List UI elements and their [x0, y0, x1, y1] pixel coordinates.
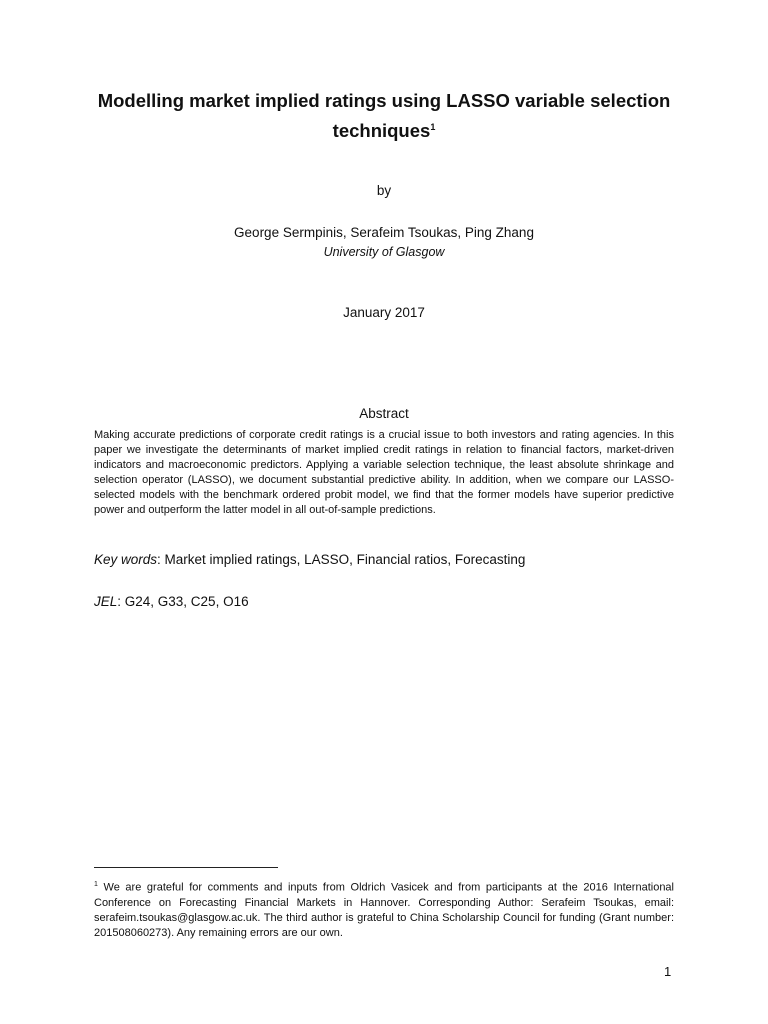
keywords-label: Key words — [94, 552, 158, 567]
title-text: Modelling market implied ratings using LASSO variable selection techniques — [97, 90, 671, 142]
footnote — [94, 877, 674, 941]
authors: George Sermpinis, Serafeim Tsoukas, Ping Zhang — [234, 225, 534, 240]
keywords — [94, 552, 525, 567]
title-footnote-marker: 1 — [430, 122, 436, 132]
affiliation: University of Glasgow — [323, 245, 445, 259]
abstract-text: Making accurate predictions of corporate credit ratings is a crucial issue to both investors and rating agencies. In this paper we investigate the determinants of market implied credit ratings in relation to financial factors, market-driven indicators and macroeconomic predictors. Applying a variable selection technique, the least absolute shrinkage and selection operator (LASSO), we document substantial predictive ability. In addition, when we compare our LASSO-selected models with the benchmark ordered probit model, we find that the former models have superior predictive power and outperform the latter model in all out-of-sample predictions. — [94, 429, 674, 516]
footnote-marker: 1 — [94, 881, 98, 888]
keywords-value: : Market implied ratings, LASSO, Financial ratios, Forecasting — [157, 552, 526, 567]
jel-value: : G24, G33, C25, O16 — [117, 594, 249, 609]
publication-date: January 2017 — [343, 305, 425, 320]
footnote-divider — [94, 867, 278, 868]
by-line: by — [376, 183, 392, 198]
footnote-text: We are grateful for comments and inputs from Oldrich Vasicek and from participants at the 2016 International Conference on Forecasting Financial Markets in Hannover. Corresponding Author: Serafeim Tsoukas, email: serafeim.tsoukas@glasgow.ac.uk. The third author is grateful to China Scholarship Council for funding (Grant number: 201508060273). Any remaining errors are our own. — [94, 881, 674, 939]
jel-codes — [94, 594, 249, 609]
page-number: 1 — [664, 964, 672, 979]
paper-title — [94, 87, 674, 144]
abstract-heading: Abstract — [359, 406, 409, 421]
jel-label: JEL — [94, 594, 118, 609]
